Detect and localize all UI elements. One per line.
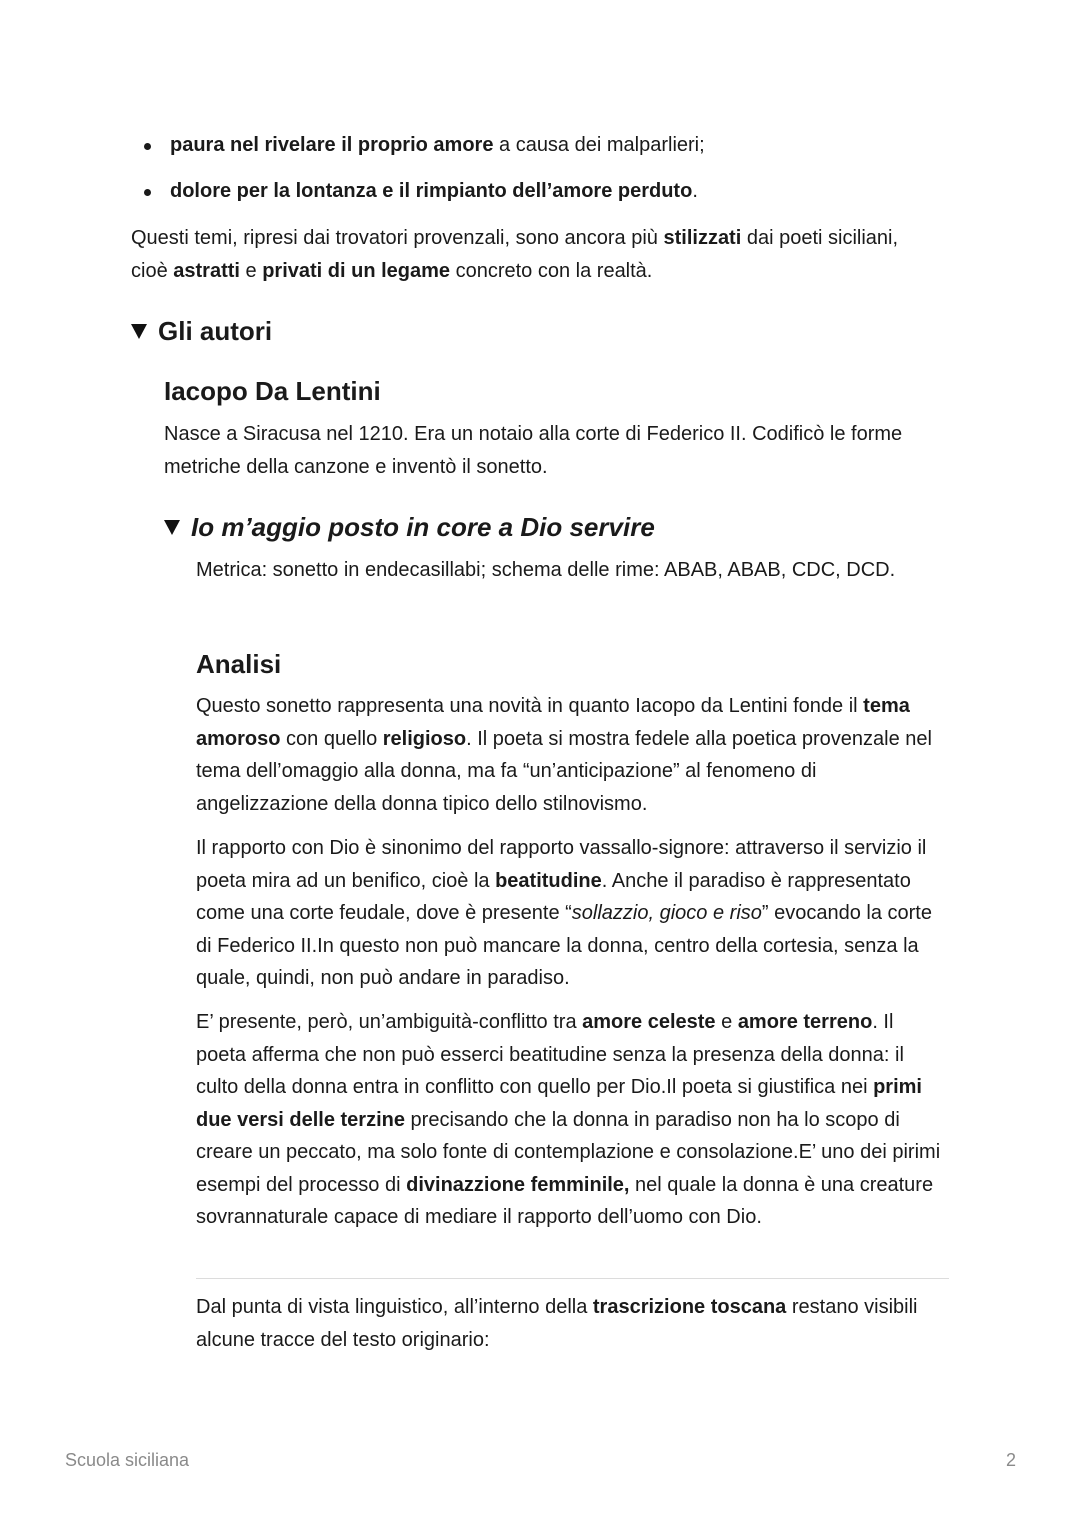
- intro-paragraph: Questi temi, ripresi dai trovatori provenzali, sono ancora più stilizzati dai poeti siciliani, cioè astratti e privati di un legame concreto con la realtà.: [131, 227, 899, 282]
- triangle-down-icon: [164, 520, 180, 535]
- themes-bullet-list: [131, 128, 951, 220]
- page-number: 2: [1005, 1450, 1016, 1470]
- author-bio: Nasce a Siracusa nel 1210. Era un notaio alla corte di Federico II. Codificò le forme metriche della canzone e inventò il sonetto.: [164, 423, 903, 478]
- list-item: dolore per la lontanza e il rimpianto dell’amore perduto.: [131, 174, 951, 208]
- author-heading: Iacopo Da Lentini: [164, 376, 381, 406]
- list-item: paura nel rivelare il proprio amore a causa dei malparlieri;: [131, 128, 951, 162]
- analysis-paragraph-4: Dal punta di vista linguistico, all’interno della trascrizione toscana restano visibili alcune tracce del testo originario:: [196, 1296, 918, 1351]
- toggle-poem[interactable]: Io m’aggio posto in core a Dio servire: [164, 509, 655, 545]
- triangle-down-icon: [131, 324, 147, 339]
- divider: [196, 1278, 949, 1279]
- toggle-authors[interactable]: Gli autori: [131, 313, 272, 349]
- analysis-paragraph-3: E’ presente, però, un’ambiguità-conflitto tra amore celeste e amore terreno. Il poeta afferma che non può esserci beatitudine senza la presenza della donna: il culto della donna entra in conflitto con quello per Dio.Il poeta si giustifica nei primi due versi delle terzine precisando che la donna in paradiso non ha lo scopo di creare un peccato, ma solo fonte di contemplazione e consolazione.E’ uno dei pirimi esempi del processo di divinazzione femminile, nel quale la donna è una creature sovrannaturale capace di mediare il rapporto dell’uomo con Dio.: [196, 1011, 941, 1228]
- analysis-paragraph-2: Il rapporto con Dio è sinonimo del rapporto vassallo-signore: attraverso il servizio il poeta mira ad un benifico, cioè la beatitudine. Anche il paradiso è rappresentato come una corte feudale, dove è presente “sollazzio, gioco e riso” evocando la corte di Federico II.In questo non può mancare la donna, centro della cortesia, senza la quale, quindi, non può andare in paradiso.: [196, 837, 932, 989]
- footer-title: Scuola siciliana: [65, 1450, 190, 1470]
- analysis-paragraph-1: Questo sonetto rappresenta una novità in quanto Iacopo da Lentini fonde il tema amoroso con quello religioso. Il poeta si mostra fedele alla poetica provenzale nel tema dell’omaggio alla donna, ma fa “un’anticipazione” al fenomeno di angelizzazione della donna tipico dello stilnovismo.: [196, 695, 932, 815]
- analysis-heading: Analisi: [196, 649, 282, 679]
- poem-metrics: Metrica: sonetto in endecasillabi; schema delle rime: ABAB, ABAB, CDC, DCD.: [196, 559, 896, 581]
